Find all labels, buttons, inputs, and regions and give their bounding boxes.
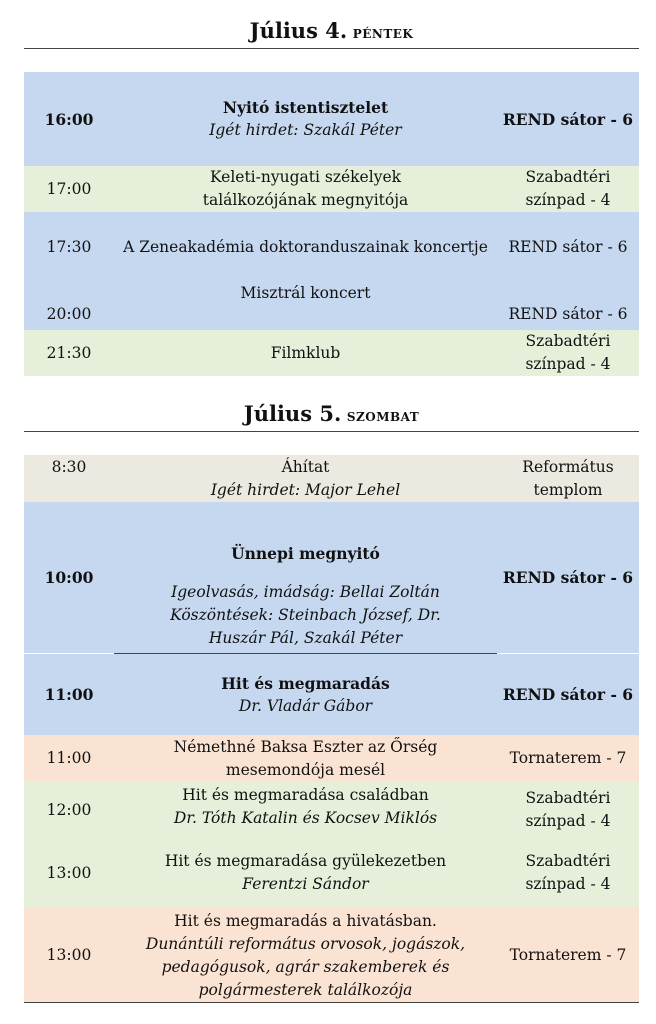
- row-place: Tornaterem - 7: [509, 946, 627, 964]
- row-event-line: Igeolvasás, imádság: Bellai Zoltán: [171, 583, 440, 601]
- day1-heading: [24, 18, 639, 49]
- day2-schedule-table: [24, 455, 639, 1003]
- table-row: [24, 838, 639, 908]
- row-event-title: Hit és megmaradás a hivatásban.: [174, 911, 437, 930]
- table-row: [24, 455, 639, 502]
- row-event-title: Áhítat: [281, 457, 330, 476]
- row-event-subtitle: Dr. Vladár Gábor: [238, 696, 373, 715]
- row-time: 21:30: [46, 343, 92, 362]
- row-place: Református templom: [522, 457, 614, 499]
- row-time: 10:00: [44, 568, 94, 587]
- table-row: [24, 782, 639, 838]
- table-row: [24, 212, 639, 282]
- row-place: Szabadtéri színpad - 4: [525, 852, 611, 893]
- row-event: [114, 654, 497, 735]
- table-row: [24, 330, 639, 376]
- row-place: REND sátor - 6: [508, 305, 628, 323]
- row-event: [114, 838, 497, 908]
- row-time: 11:00: [44, 685, 94, 704]
- row-place: REND sátor - 6: [502, 568, 634, 587]
- row-time: 11:00: [46, 749, 92, 767]
- table-row: [24, 502, 639, 653]
- row-event-subtitle: Dunántúli református orvosok, jogászok, pedagógusok, agrár szakemberek és polgármesterek találkozója: [145, 934, 466, 999]
- row-event: [114, 782, 497, 838]
- row-event-title: Filmklub: [270, 343, 341, 362]
- row-event-title: A Zeneakadémia doktoranduszainak koncertje: [123, 238, 488, 256]
- row-time: 8:30: [51, 458, 87, 476]
- row-event-subtitle: Ferentzi Sándor: [242, 875, 369, 893]
- row-place: Szabadtéri színpad - 4: [525, 168, 611, 209]
- row-event: [114, 502, 497, 653]
- day2-heading-date: Július 5.: [243, 401, 342, 426]
- row-time: 13:00: [46, 946, 92, 964]
- day1-heading-weekday: péntek: [352, 23, 414, 43]
- row-event-title: Misztrál koncert: [240, 284, 371, 302]
- table-row: [24, 654, 639, 735]
- day2-heading: [24, 401, 639, 432]
- row-event: [114, 72, 497, 166]
- row-place: REND sátor - 6: [502, 109, 634, 129]
- row-event-subtitle: Igét hirdet: Szakál Péter: [209, 121, 402, 139]
- row-time: 17:00: [46, 179, 92, 198]
- table-row: [24, 72, 639, 166]
- row-time: 20:00: [46, 305, 92, 323]
- row-event-title: Hit és megmaradása családban: [182, 786, 429, 804]
- row-event: [114, 455, 497, 502]
- row-time: 12:00: [46, 800, 92, 819]
- row-event-title: Némethné Baksa Eszter az Őrség mesemondója mesél: [173, 737, 438, 779]
- row-place: Tornaterem - 7: [509, 749, 627, 767]
- row-event-subtitle: Dr. Tóth Katalin és Kocsev Miklós: [173, 809, 438, 827]
- row-time: 17:30: [46, 238, 92, 256]
- day1-schedule-table: [24, 72, 639, 376]
- day1-heading-date: Július 4.: [249, 18, 348, 43]
- table-row: [24, 166, 639, 212]
- row-place: REND sátor - 6: [508, 238, 628, 256]
- row-place: REND sátor - 6: [502, 685, 634, 704]
- row-time: 13:00: [46, 863, 92, 882]
- table-row: [24, 282, 639, 330]
- row-event-subtitle: Igét hirdet: Major Lehel: [210, 480, 401, 499]
- row-event: [114, 908, 497, 1003]
- table-row: [24, 908, 639, 1003]
- row-place: Szabadtéri színpad - 4: [525, 332, 611, 373]
- row-time: 16:00: [44, 109, 94, 129]
- table-bottom-rule: [24, 1002, 639, 1003]
- row-event-title: Keleti-nyugati székelyek találkozójának megnyitója: [202, 168, 409, 209]
- row-event-title: Nyitó istentisztelet: [222, 98, 389, 117]
- table-row: [24, 735, 639, 782]
- row-place: Szabadtéri színpad - 4: [525, 789, 611, 830]
- row-event-line: Köszöntések: Steinbach József, Dr. Huszár Pál, Szakál Péter: [170, 606, 441, 647]
- day2-heading-weekday: szombat: [346, 406, 420, 426]
- row-event-title: Hit és megmaradása gyülekezetben: [164, 852, 447, 870]
- row-event-title: Hit és megmaradás: [221, 673, 390, 693]
- row-event-title: Ünnepi megnyitó: [231, 544, 380, 563]
